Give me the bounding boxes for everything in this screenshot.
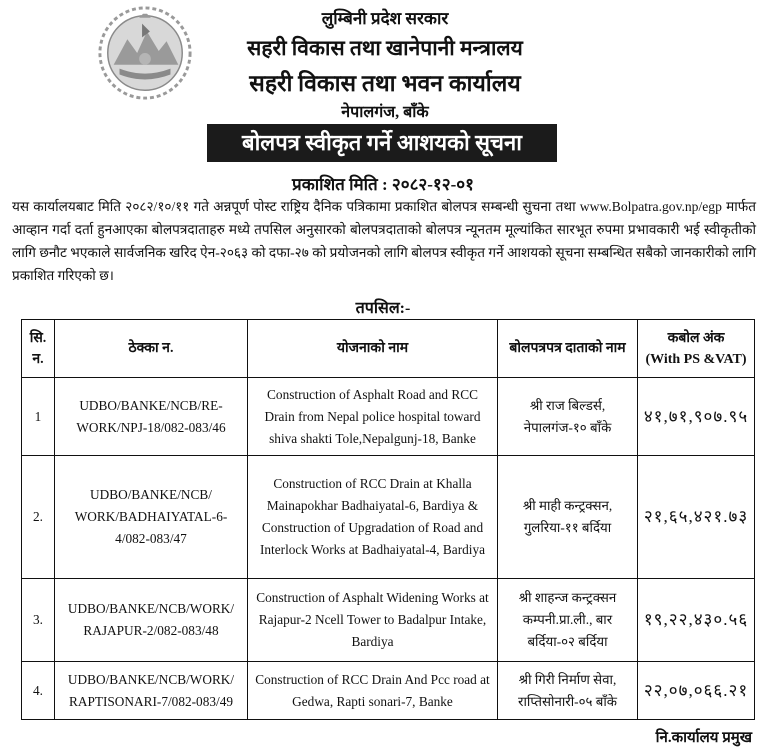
cell-bidder: श्री राज बिल्डर्स, नेपालगंज-१० बाँके — [498, 378, 638, 456]
cell-contract: UDBO/BANKE/NCB/WORK/ RAPTISONARI-7/082-083/49 — [55, 662, 248, 720]
cell-amount: १९,२२,४३०.५६ — [638, 579, 755, 662]
table-row — [22, 378, 755, 456]
office-title: सहरी विकास तथा भवन कार्यालय — [249, 71, 521, 96]
cell-bidder: श्री माही कन्ट्रक्सन, गुलरिया-११ बर्दिया — [498, 456, 638, 579]
cell-sn: 2. — [22, 456, 55, 579]
cell-project: Construction of Asphalt Road and RCC Drain from Nepal police hospital toward shiva shakti Tole,Nepalgunj-18, Banke — [248, 378, 498, 456]
table-row — [22, 456, 755, 579]
office-location: नेपालगंज, बाँके — [341, 104, 429, 121]
office-chief-signature: नि.कार्यालय प्रमुख — [655, 730, 752, 746]
header-contract: ठेक्का न. — [55, 320, 248, 378]
cell-sn: 4. — [22, 662, 55, 720]
header-amount-line2: (With PS &VAT) — [645, 351, 747, 367]
cell-bidder: श्री गिरी निर्माण सेवा, राप्तिसोनारी-०५ बाँके — [498, 662, 638, 720]
table-header-row — [22, 320, 755, 378]
ministry-title: सहरी विकास तथा खानेपानी मन्त्रालय — [247, 36, 523, 60]
table-row — [22, 662, 755, 720]
header-sn: सि. न. — [22, 320, 55, 378]
cell-project: Construction of RCC Drain And Pcc road at Gedwa, Rapti sonari-7, Banke — [248, 662, 498, 720]
bid-award-table — [21, 319, 755, 720]
table-row — [22, 579, 755, 662]
province-government-title: लुम्बिनी प्रदेश सरकार — [321, 9, 449, 28]
cell-sn: 1 — [22, 378, 55, 456]
cell-sn: 3. — [22, 579, 55, 662]
notice-paragraph: यस कार्यालयबाट मिति २०८२/१०/११ गते अन्नपूर्ण पोस्ट राष्ट्रिय दैनिक पत्रिकामा प्रकाशित बोलपत्र सम्बन्धी सुचना तथा www.Bolpatra.gov.np/egp मार्फत आव्हान गर्दा दर्ता हुनआएका बोलपत्रदाताहरु मध्ये तपसिल अनुसारको बोलपत्रदाताको बोलपत्र न्यूनतम मूल्यांकित सारभूत रुपमा प्रभावकारी भई स्वीकृतीको लागि छनौट भएकाले सार्वजनिक खरिद ऐन-२०६३ को दफा-२७ को प्रयोजनको लागि बोलपत्र स्वीकृत गर्ने आशयको सूचना सम्बन्धित सबैको जानकारीको लागि प्रकाशित गरिएको छ। — [12, 199, 756, 283]
cell-contract: UDBO/BANKE/NCB/WORK/ RAJAPUR-2/082-083/48 — [55, 579, 248, 662]
notice-title-banner: बोलपत्र स्वीकृत गर्ने आशयको सूचना — [207, 124, 557, 162]
header-project: योजनाको नाम — [248, 320, 498, 378]
published-date: प्रकाशित मिति : २०८२-१२-०१ — [292, 175, 474, 194]
nepal-emblem-icon — [96, 4, 194, 102]
cell-amount: २१,६५,४२१.७३ — [638, 456, 755, 579]
cell-bidder: श्री शाहन्ज कन्ट्रक्सन कम्पनी.प्रा.ली., बार बर्दिया-०२ बर्दिया — [498, 579, 638, 662]
header-amount — [638, 320, 755, 378]
tapasil-label: तपसिल:- — [355, 300, 411, 317]
cell-amount: २२,०७,०६६.२१ — [638, 662, 755, 720]
header-bidder: बोलपत्रपत्र दाताको नाम — [498, 320, 638, 378]
cell-project: Construction of RCC Drain at Khalla Mainapokhar Badhaiyatal-6, Bardiya & Construction of Upgradation of Road and Interlock Works at Badhaiyatal-4, Bardiya — [248, 456, 498, 579]
cell-amount: ४१,७१,९०७.९५ — [638, 378, 755, 456]
cell-contract: UDBO/BANKE/NCB/ WORK/BADHAIYATAL-6-4/082-083/47 — [55, 456, 248, 579]
cell-contract: UDBO/BANKE/NCB/RE-WORK/NPJ-18/082-083/46 — [55, 378, 248, 456]
header-amount-line1: कबोल अंक — [667, 330, 725, 346]
cell-project: Construction of Asphalt Widening Works at Rajapur-2 Ncell Tower to Badalpur Intake, Bardiya — [248, 579, 498, 662]
